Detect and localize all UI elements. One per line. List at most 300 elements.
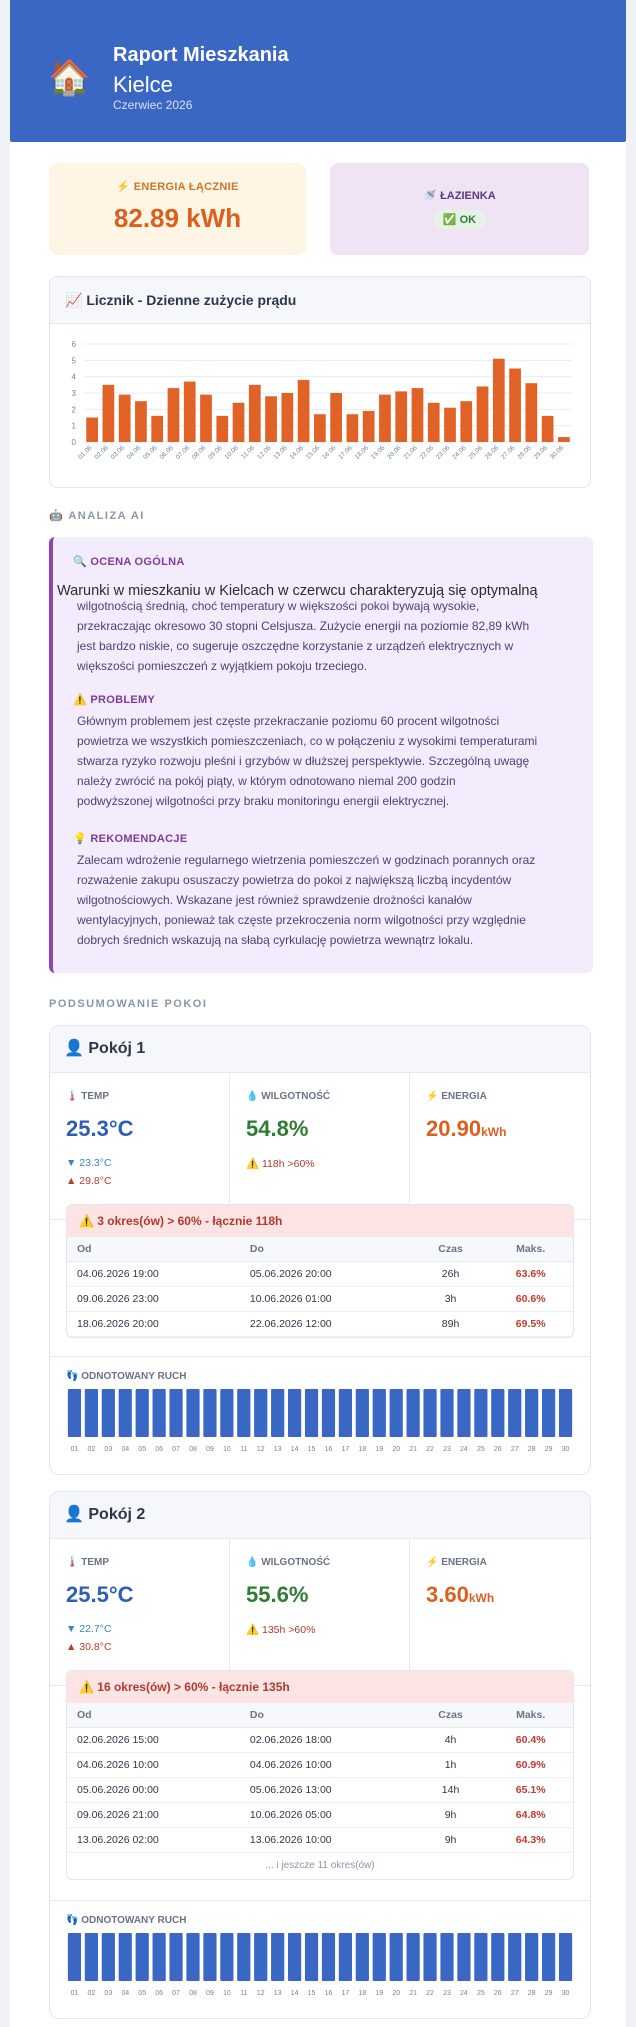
cell-czas: 89h: [413, 1312, 489, 1337]
motion-day-label: 26: [493, 1990, 502, 1997]
ai-reco-line: rozważenie zakupu osuszaczy powietrza do pokoi z największą liczbą incydentów: [77, 873, 512, 887]
energy-bar: [493, 359, 505, 442]
ai-overall-line: większości pomieszczeń z wyjątkiem pokoju trzeciego.: [77, 659, 368, 673]
cell-od: 04.06.2026 10:00: [67, 1753, 240, 1778]
motion-day-label: 02: [87, 1990, 96, 1997]
motion-day-bar: [339, 1933, 352, 1981]
motion-day-bar: [136, 1389, 149, 1437]
motion-day-label: 08: [189, 1990, 197, 1997]
motion-day-label: 07: [172, 1446, 180, 1453]
humidity-periods-header: ⚠️ 3 okres(ów) > 60% - łącznie 118h: [67, 1205, 573, 1237]
humidity-stat: [229, 1539, 410, 1685]
motion-day-bar: [440, 1933, 453, 1981]
energy-bar: [525, 383, 537, 442]
energy-bar: [168, 388, 180, 442]
motion-day-label: 21: [409, 1990, 418, 1997]
motion-day-label: 21: [409, 1446, 418, 1453]
x-tick-label: 11.06: [240, 444, 257, 461]
energy-bar: [265, 396, 277, 442]
cell-maks: 64.8%: [488, 1803, 573, 1828]
motion-day-label: 13: [273, 1990, 282, 1997]
energy-chart-title: 📈 Licznik - Dzienne zużycie prądu: [50, 277, 590, 324]
x-tick-label: 01.06: [77, 444, 94, 461]
energy-bar: [347, 414, 359, 442]
motion-day-label: 06: [155, 1990, 164, 1997]
motion-day-bar: [119, 1933, 132, 1981]
motion-day-bar: [169, 1933, 182, 1981]
table-row: [67, 1728, 573, 1753]
motion-day-bar: [390, 1389, 403, 1437]
house-icon: 🏠: [48, 59, 91, 97]
cell-maks: 69.5%: [488, 1312, 573, 1337]
ai-problems-line: Głównym problemem jest częste przekraczanie poziomu 60 procent wilgotności: [77, 714, 500, 728]
motion-day-label: 10: [222, 1990, 231, 1997]
motion-day-bar: [373, 1389, 386, 1437]
motion-day-label: 25: [476, 1990, 485, 1997]
x-tick-label: 27.06: [500, 444, 517, 461]
ai-reco-heading: 💡 REKOMENDACJE: [73, 833, 188, 845]
x-tick-label: 24.06: [451, 444, 468, 461]
energy-bar: [395, 391, 407, 442]
motion-day-label: 23: [443, 1990, 451, 1997]
energy-bar: [249, 385, 261, 442]
motion-day-label: 05: [138, 1990, 147, 1997]
x-tick-label: 08.06: [190, 444, 208, 461]
humidity-value: 55.6%: [246, 1582, 309, 1607]
motion-day-label: 22: [426, 1990, 434, 1997]
energy-bar-chart: [50, 324, 590, 487]
energy-bar: [151, 416, 163, 442]
motion-day-label: 09: [206, 1446, 214, 1453]
x-tick-label: 14.06: [288, 444, 306, 461]
motion-day-bar: [186, 1389, 199, 1437]
x-tick-label: 28.06: [516, 444, 533, 461]
ai-problems-line: podwyższonej wilgotności przy braku monitoringu energii elektrycznej.: [77, 794, 450, 808]
motion-label: 👣 ODNOTOWANY RUCH: [66, 1915, 187, 1926]
temp-max: ▲ 30.8°C: [66, 1641, 112, 1653]
humidity-periods: [66, 1670, 574, 1880]
energy-value: [426, 1582, 494, 1608]
cell-do: 10.06.2026 01:00: [240, 1287, 413, 1312]
motion-day-bar: [339, 1389, 352, 1437]
table-row: [67, 1753, 573, 1778]
cell-do: 10.06.2026 05:00: [240, 1803, 413, 1828]
motion-day-label: 17: [341, 1990, 350, 1997]
ai-overall-line: jest bardzo niskie, co sugeruje oszczędne korzystanie z urządzeń elektrycznych w: [77, 639, 514, 653]
cell-czas: 14h: [413, 1778, 489, 1803]
cell-od: 02.06.2026 15:00: [67, 1728, 240, 1753]
motion-day-label: 11: [240, 1990, 248, 1997]
motion-day-label: 29: [544, 1990, 553, 1997]
room-card-2: [49, 1491, 591, 2019]
motion-day-bar: [271, 1389, 284, 1437]
col-do: Do: [240, 1703, 413, 1728]
x-tick-label: 05.06: [142, 444, 159, 461]
x-tick-label: 13.06: [272, 444, 289, 461]
room-stats: [50, 1073, 590, 1220]
motion-day-label: 15: [307, 1446, 316, 1453]
humidity-periods-table: [67, 1237, 573, 1337]
report-title: Raport Mieszkania: [113, 44, 289, 66]
energy-value: [426, 1116, 506, 1142]
cell-maks: 64.3%: [488, 1828, 573, 1853]
x-tick-label: 04.06: [125, 444, 143, 461]
energy-bar: [86, 418, 98, 443]
x-tick-label: 15.06: [304, 444, 322, 461]
motion-day-bar: [322, 1933, 335, 1981]
cell-od: 05.06.2026 00:00: [67, 1778, 240, 1803]
motion-day-label: 27: [510, 1446, 519, 1453]
cell-od: 09.06.2026 23:00: [67, 1287, 240, 1312]
motion-day-bar: [203, 1389, 216, 1437]
temp-label: 🌡️ TEMP: [66, 1557, 110, 1568]
ai-reco-line: Zalecam wdrożenie regularnego wietrzenia pomieszczeń w godzinach porannych oraz: [77, 853, 536, 867]
ai-reco-text: [77, 850, 577, 950]
total-energy-value: 82.89 kWh: [113, 203, 242, 233]
motion-day-bar: [390, 1933, 403, 1981]
x-tick-label: 17.06: [337, 444, 354, 461]
cell-do: 05.06.2026 20:00: [240, 1262, 413, 1287]
motion-day-bar: [203, 1933, 216, 1981]
motion-day-bar: [559, 1389, 572, 1437]
motion-day-bar: [288, 1933, 301, 1981]
energy-bar: [200, 395, 212, 442]
temp-stat: [50, 1539, 229, 1685]
x-tick-label: 09.06: [207, 444, 224, 461]
cell-czas: 4h: [413, 1728, 489, 1753]
y-tick-label: 0: [71, 438, 76, 447]
motion-day-bar: [407, 1933, 420, 1981]
motion-day-bar: [288, 1389, 301, 1437]
motion-day-label: 20: [392, 1990, 401, 1997]
table-row: [67, 1828, 573, 1853]
motion-day-label: 15: [307, 1990, 316, 1997]
ai-problems-line: należy zwrócić na pokój piąty, w którym odnotowano niemal 200 godzin: [77, 774, 456, 788]
cell-do: 04.06.2026 10:00: [240, 1753, 413, 1778]
energy-bar: [184, 382, 196, 442]
motion-day-label: 01: [70, 1446, 79, 1453]
motion-day-label: 27: [510, 1990, 519, 1997]
temp-value: 25.5°C: [66, 1582, 134, 1607]
cell-maks: 65.1%: [488, 1778, 573, 1803]
ai-overall-text: [77, 596, 577, 676]
motion-day-label: 26: [493, 1446, 502, 1453]
bathroom-card: [330, 163, 589, 255]
report-header: [10, 0, 626, 142]
room-title: 👤 Pokój 1: [50, 1026, 590, 1073]
x-tick-label: 06.06: [158, 444, 175, 461]
room-card-1: [49, 1025, 591, 1475]
energy-unit: kWh: [468, 1591, 495, 1605]
col-od: Od: [67, 1237, 240, 1262]
motion-day-bar: [153, 1933, 166, 1981]
motion-day-label: 19: [375, 1990, 384, 1997]
motion-day-bar: [68, 1389, 81, 1437]
motion-day-label: 29: [544, 1446, 553, 1453]
ai-problems-text: [77, 711, 577, 811]
col-czas: Czas: [413, 1237, 489, 1262]
x-tick-label: 07.06: [174, 444, 192, 461]
motion-day-label: 05: [138, 1446, 147, 1453]
y-tick-label: 1: [71, 421, 76, 431]
motion-day-bar: [559, 1933, 572, 1981]
motion-day-bar: [356, 1389, 369, 1437]
energy-bar: [412, 388, 424, 442]
cell-maks: 63.6%: [488, 1262, 573, 1287]
y-tick-label: 5: [71, 356, 76, 366]
motion-day-label: 18: [358, 1990, 367, 1997]
cell-do: 05.06.2026 13:00: [240, 1778, 413, 1803]
x-tick-label: 10.06: [223, 444, 240, 461]
energy-bar: [135, 401, 147, 442]
motion-day-label: 17: [341, 1446, 350, 1453]
energy-label: ⚡ ENERGIA: [426, 1091, 487, 1102]
x-tick-label: 02.06: [93, 444, 110, 461]
motion-day-bar: [237, 1389, 250, 1437]
temp-max: ▲ 29.8°C: [66, 1175, 112, 1187]
energy-bar: [363, 411, 375, 442]
motion-day-label: 03: [104, 1446, 113, 1453]
motion-day-bar: [508, 1389, 521, 1437]
motion-day-label: 22: [426, 1446, 434, 1453]
motion-day-label: 16: [324, 1446, 333, 1453]
x-tick-label: 22.06: [418, 444, 436, 461]
table-row: [67, 1312, 573, 1337]
motion-day-label: 28: [527, 1990, 536, 1997]
energy-chart-card: [49, 276, 591, 488]
temp-min: ▼ 23.3°C: [66, 1157, 112, 1169]
motion-day-label: 01: [70, 1990, 79, 1997]
cell-maks: 60.6%: [488, 1287, 573, 1312]
motion-day-bar: [254, 1389, 267, 1437]
motion-day-label: 04: [121, 1990, 130, 1997]
x-tick-label: 23.06: [434, 444, 452, 461]
energy-bar: [460, 401, 472, 442]
report-month: Czerwiec 2026: [113, 98, 193, 112]
motion-day-label: 24: [460, 1990, 468, 1997]
ai-overall-line: wilgotnością średnią, choć temperatury w większości pokoi bywają wysokie,: [77, 599, 480, 613]
energy-unit: kWh: [481, 1125, 507, 1139]
motion-day-bar: [440, 1389, 453, 1437]
motion-day-label: 07: [172, 1990, 180, 1997]
motion-day-label: 30: [561, 1446, 570, 1453]
motion-label: 👣 ODNOTOWANY RUCH: [66, 1371, 187, 1382]
motion-section: [50, 1900, 590, 2019]
humidity-label: 💧 WILGOTNOŚĆ: [246, 1557, 331, 1568]
cell-od: 13.06.2026 02:00: [67, 1828, 240, 1853]
ai-analysis-box: [49, 537, 593, 973]
motion-day-label: 03: [104, 1990, 113, 1997]
motion-day-label: 11: [240, 1446, 248, 1453]
table-row: [67, 1287, 573, 1312]
motion-day-bar: [119, 1389, 132, 1437]
cell-od: 09.06.2026 21:00: [67, 1803, 240, 1828]
motion-day-bar: [220, 1389, 233, 1437]
table-row: [67, 1262, 573, 1287]
motion-day-label: 12: [256, 1990, 265, 1997]
motion-bars: [50, 1385, 590, 1475]
y-tick-label: 6: [71, 340, 76, 349]
motion-day-label: 08: [189, 1446, 197, 1453]
motion-day-bar: [322, 1389, 335, 1437]
energy-bar: [330, 393, 342, 442]
energy-bar: [216, 416, 228, 442]
col-od: Od: [67, 1703, 240, 1728]
room-stats: [50, 1539, 590, 1686]
x-tick-label: 16.06: [321, 444, 338, 461]
energy-stat: [409, 1073, 591, 1219]
motion-day-bar: [474, 1933, 487, 1981]
energy-bar: [428, 403, 440, 442]
motion-day-label: 19: [375, 1446, 384, 1453]
energy-bar: [379, 395, 391, 442]
motion-day-bar: [254, 1933, 267, 1981]
motion-day-label: 24: [460, 1446, 468, 1453]
y-tick-label: 2: [71, 405, 76, 415]
motion-day-label: 14: [290, 1990, 299, 1997]
col-do: Do: [240, 1237, 413, 1262]
table-row: [67, 1803, 573, 1828]
motion-day-bar: [136, 1933, 149, 1981]
ai-overall-first-line: Warunki w mieszkaniu w Kielcach w czerwcu charakteryzują się optymalną: [57, 583, 538, 599]
y-tick-label: 4: [71, 372, 76, 382]
energy-bar: [298, 380, 310, 442]
temp-value: 25.3°C: [66, 1116, 134, 1141]
x-tick-label: 03.06: [109, 444, 127, 461]
rooms-section-label: PODSUMOWANIE POKOI: [49, 998, 208, 1010]
motion-day-bar: [102, 1933, 115, 1981]
x-tick-label: 12.06: [256, 444, 273, 461]
energy-bar: [509, 369, 521, 443]
cell-od: 18.06.2026 20:00: [67, 1312, 240, 1337]
motion-day-bar: [153, 1389, 166, 1437]
humidity-stat: [229, 1073, 410, 1219]
energy-bar: [103, 385, 115, 442]
bathroom-status-badge: ✅ OK: [433, 210, 486, 229]
energy-bar: [542, 416, 554, 442]
ai-overall-heading: 🔍 OCENA OGÓLNA: [73, 556, 185, 568]
motion-day-bar: [102, 1389, 115, 1437]
motion-day-bar: [457, 1933, 470, 1981]
motion-day-bar: [525, 1389, 538, 1437]
motion-day-label: 23: [443, 1446, 451, 1453]
motion-day-bar: [407, 1389, 420, 1437]
energy-bar: [444, 408, 456, 442]
cell-czas: 9h: [413, 1828, 489, 1853]
motion-day-bar: [220, 1933, 233, 1981]
humidity-label: 💧 WILGOTNOŚĆ: [246, 1091, 331, 1102]
ai-problems-heading: ⚠️ PROBLEMY: [73, 694, 156, 706]
motion-day-bar: [68, 1933, 81, 1981]
x-tick-label: 30.06: [548, 444, 566, 461]
motion-day-bar: [85, 1933, 98, 1981]
ai-reco-line: wentylacyjnych, ponieważ tak częste przekroczenia norm wilgotności przy względnie: [77, 913, 526, 927]
motion-day-bar: [373, 1933, 386, 1981]
x-tick-label: 20.06: [386, 444, 403, 461]
motion-day-label: 04: [121, 1446, 130, 1453]
cell-maks: 60.9%: [488, 1753, 573, 1778]
x-tick-label: 18.06: [353, 444, 371, 461]
motion-day-bar: [237, 1933, 250, 1981]
motion-section: [50, 1356, 590, 1475]
col-maks: Maks.: [488, 1237, 573, 1262]
motion-day-bar: [525, 1933, 538, 1981]
motion-day-bar: [305, 1933, 318, 1981]
x-tick-label: 29.06: [532, 444, 550, 461]
motion-day-label: 20: [392, 1446, 401, 1453]
motion-day-label: 13: [273, 1446, 282, 1453]
energy-bar: [477, 386, 489, 442]
motion-day-bar: [491, 1389, 504, 1437]
ai-overall-line: przekraczając okresowo 30 stopni Celsjusza. Zużycie energii na poziomie 82,89 kWh: [77, 619, 530, 633]
room-title: 👤 Pokój 2: [50, 1492, 590, 1539]
humidity-alert: ⚠️ 118h >60%: [246, 1158, 315, 1170]
total-energy-card: [49, 163, 306, 255]
motion-day-bar: [508, 1933, 521, 1981]
motion-day-bar: [85, 1389, 98, 1437]
energy-number: 3.60: [426, 1582, 469, 1607]
cell-czas: 1h: [413, 1753, 489, 1778]
motion-day-label: 12: [256, 1446, 265, 1453]
motion-day-bar: [491, 1933, 504, 1981]
motion-day-label: 09: [206, 1990, 214, 1997]
cell-od: 04.06.2026 19:00: [67, 1262, 240, 1287]
bathroom-label: 🚿 ŁAZIENKA: [423, 190, 496, 202]
temp-min: ▼ 22.7°C: [66, 1623, 112, 1635]
cell-maks: 60.4%: [488, 1728, 573, 1753]
more-periods-note: ... i jeszcze 11 okres(ów): [265, 1860, 375, 1871]
motion-day-bar: [542, 1389, 555, 1437]
ai-problems-line: stwarza ryzyko rozwoju pleśni i grzybów w dłuższej perspektywie. Szczególną uwagę: [77, 754, 530, 768]
energy-bar: [558, 437, 570, 442]
motion-day-label: 28: [527, 1446, 536, 1453]
total-energy-label: ⚡ ENERGIA ŁĄCZNIE: [116, 181, 239, 193]
x-tick-label: 19.06: [369, 444, 387, 461]
motion-day-bar: [423, 1389, 436, 1437]
x-tick-label: 21.06: [402, 444, 419, 461]
energy-label: ⚡ ENERGIA: [426, 1557, 487, 1568]
energy-bar: [314, 414, 326, 442]
humidity-alert: ⚠️ 135h >60%: [246, 1624, 316, 1636]
humidity-periods: [66, 1204, 574, 1338]
motion-bars: [50, 1929, 590, 2019]
motion-day-bar: [305, 1389, 318, 1437]
ai-section-label: 🤖 ANALIZA AI: [49, 510, 145, 522]
cell-do: 22.06.2026 12:00: [240, 1312, 413, 1337]
energy-number: 20.90: [426, 1116, 482, 1141]
humidity-periods-header: ⚠️ 16 okres(ów) > 60% - łącznie 135h: [67, 1671, 573, 1703]
motion-day-bar: [474, 1389, 487, 1437]
motion-day-bar: [186, 1933, 199, 1981]
motion-day-bar: [423, 1933, 436, 1981]
motion-day-label: 16: [324, 1990, 333, 1997]
col-maks: Maks.: [488, 1703, 573, 1728]
temp-label: 🌡️ TEMP: [66, 1091, 110, 1102]
cell-do: 02.06.2026 18:00: [240, 1728, 413, 1753]
energy-stat: [409, 1539, 591, 1685]
humidity-value: 54.8%: [246, 1116, 309, 1141]
cell-czas: 9h: [413, 1803, 489, 1828]
y-tick-label: 3: [71, 389, 76, 398]
motion-day-label: 30: [561, 1990, 570, 1997]
ai-reco-line: wilgotnościowych. Wskazane jest również sprawdzenie drożności kanałów: [77, 893, 472, 907]
temp-stat: [50, 1073, 229, 1219]
motion-day-label: 02: [87, 1446, 96, 1453]
energy-bar: [233, 403, 245, 442]
city-name: Kielce: [113, 72, 173, 97]
ai-reco-line: dobrych średnich wskazują na słabą cyrkulację powietrza wewnątrz lokalu.: [77, 933, 474, 947]
motion-day-label: 25: [476, 1446, 485, 1453]
